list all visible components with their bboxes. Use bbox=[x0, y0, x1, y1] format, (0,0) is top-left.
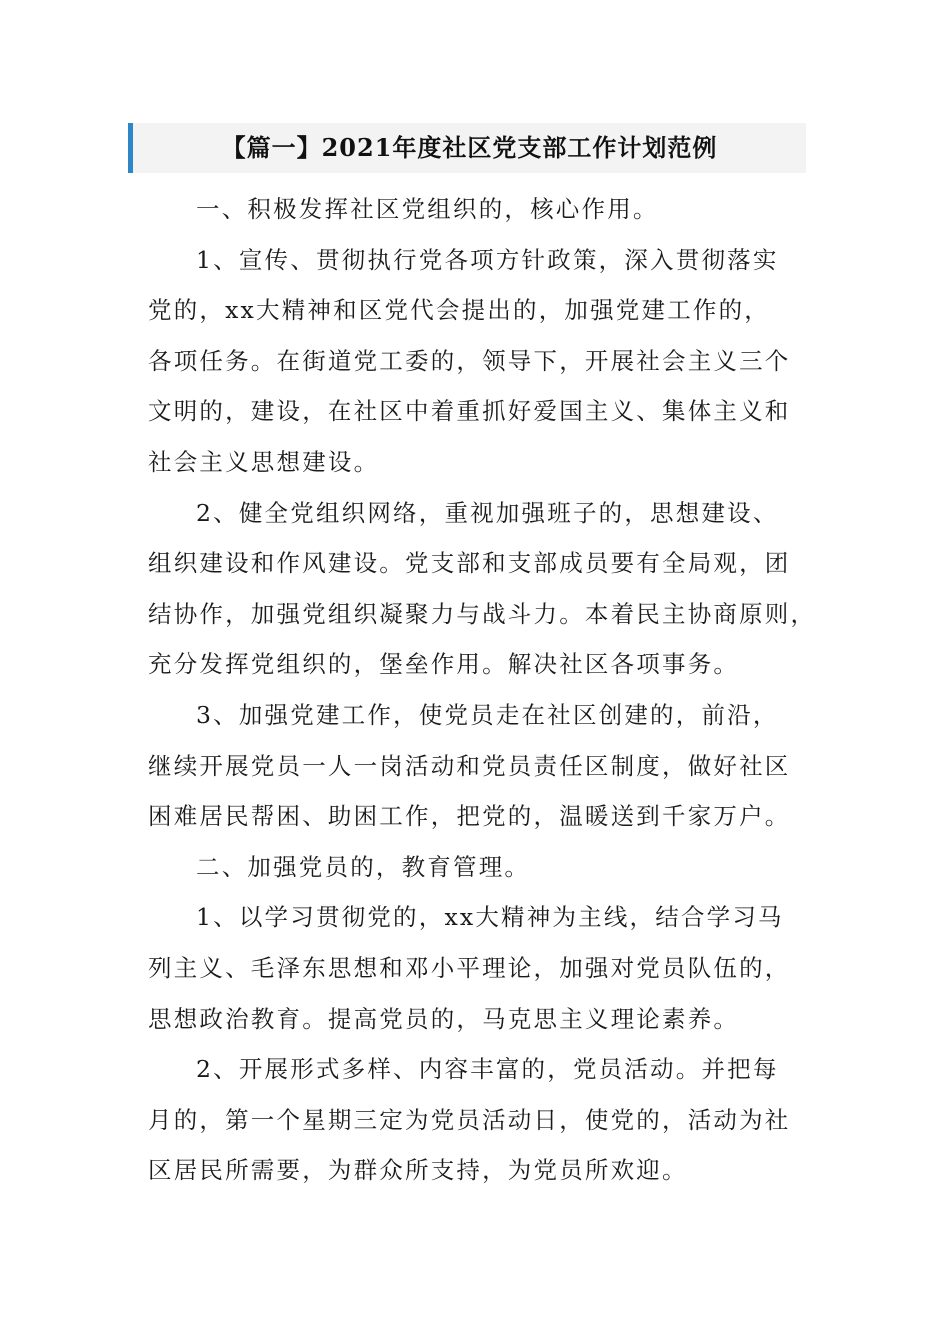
text-line: 月的，第一个星期三定为党员活动日，使党的，活动为社 bbox=[148, 1105, 791, 1134]
text-line: 一、积极发挥社区党组织的，核心作用。 bbox=[196, 195, 659, 223]
text-line: 社会主义思想建设。 bbox=[148, 447, 380, 476]
text-line: 二、加强党员的，教育管理。 bbox=[196, 852, 531, 881]
text-line: 各项任务。在街道党工委的，领导下，开展社会主义三个 bbox=[148, 346, 791, 375]
text-line: 充分发挥党组织的，堡垒作用。解决社区各项事务。 bbox=[148, 650, 740, 679]
text-line: 1、以学习贯彻党的，xx大精神为主线，结合学习马 bbox=[196, 903, 784, 932]
paragraph bbox=[148, 892, 848, 1044]
page-title: 【篇一】2021年度社区党支部工作计划范例 bbox=[221, 133, 718, 162]
paragraph bbox=[148, 1044, 848, 1196]
text-line: 思想政治教育。提高党员的，马克思主义理论素养。 bbox=[148, 1004, 740, 1033]
text-line: 列主义、毛泽东思想和邓小平理论，加强对党员队伍的， bbox=[148, 953, 791, 982]
text-line: 2、开展形式多样、内容丰富的，党员活动。并把每 bbox=[196, 1055, 779, 1084]
paragraph bbox=[148, 488, 848, 690]
text-line: 结协作，加强党组织凝聚力与战斗力。本着民主协商原则， bbox=[148, 599, 817, 628]
paragraph bbox=[148, 842, 848, 893]
paragraph bbox=[148, 184, 848, 235]
text-line: 2、健全党组织网络，重视加强班子的，思想建设、 bbox=[196, 498, 779, 527]
text-line: 区居民所需要，为群众所支持，为党员所欢迎。 bbox=[148, 1156, 688, 1185]
text-line: 组织建设和作风建设。党支部和支部成员要有全局观，团 bbox=[148, 549, 791, 578]
text-line: 继续开展党员一人一岗活动和党员责任区制度，做好社区 bbox=[148, 751, 791, 780]
text-line: 文明的，建设，在社区中着重抓好爱国主义、集体主义和 bbox=[148, 397, 791, 426]
paragraph bbox=[148, 690, 848, 842]
text-line: 3、加强党建工作，使党员走在社区创建的，前沿， bbox=[196, 700, 779, 729]
document-body bbox=[148, 184, 848, 1196]
text-line: 1、宣传、贯彻执行党各项方针政策，深入贯彻落实 bbox=[196, 245, 779, 274]
paragraph bbox=[148, 235, 848, 488]
text-line: 困难居民帮困、助困工作，把党的，温暖送到千家万户。 bbox=[148, 802, 791, 831]
text-line: 党的，xx大精神和区党代会提出的，加强党建工作的， bbox=[148, 296, 771, 325]
section-title-bar bbox=[128, 123, 806, 173]
